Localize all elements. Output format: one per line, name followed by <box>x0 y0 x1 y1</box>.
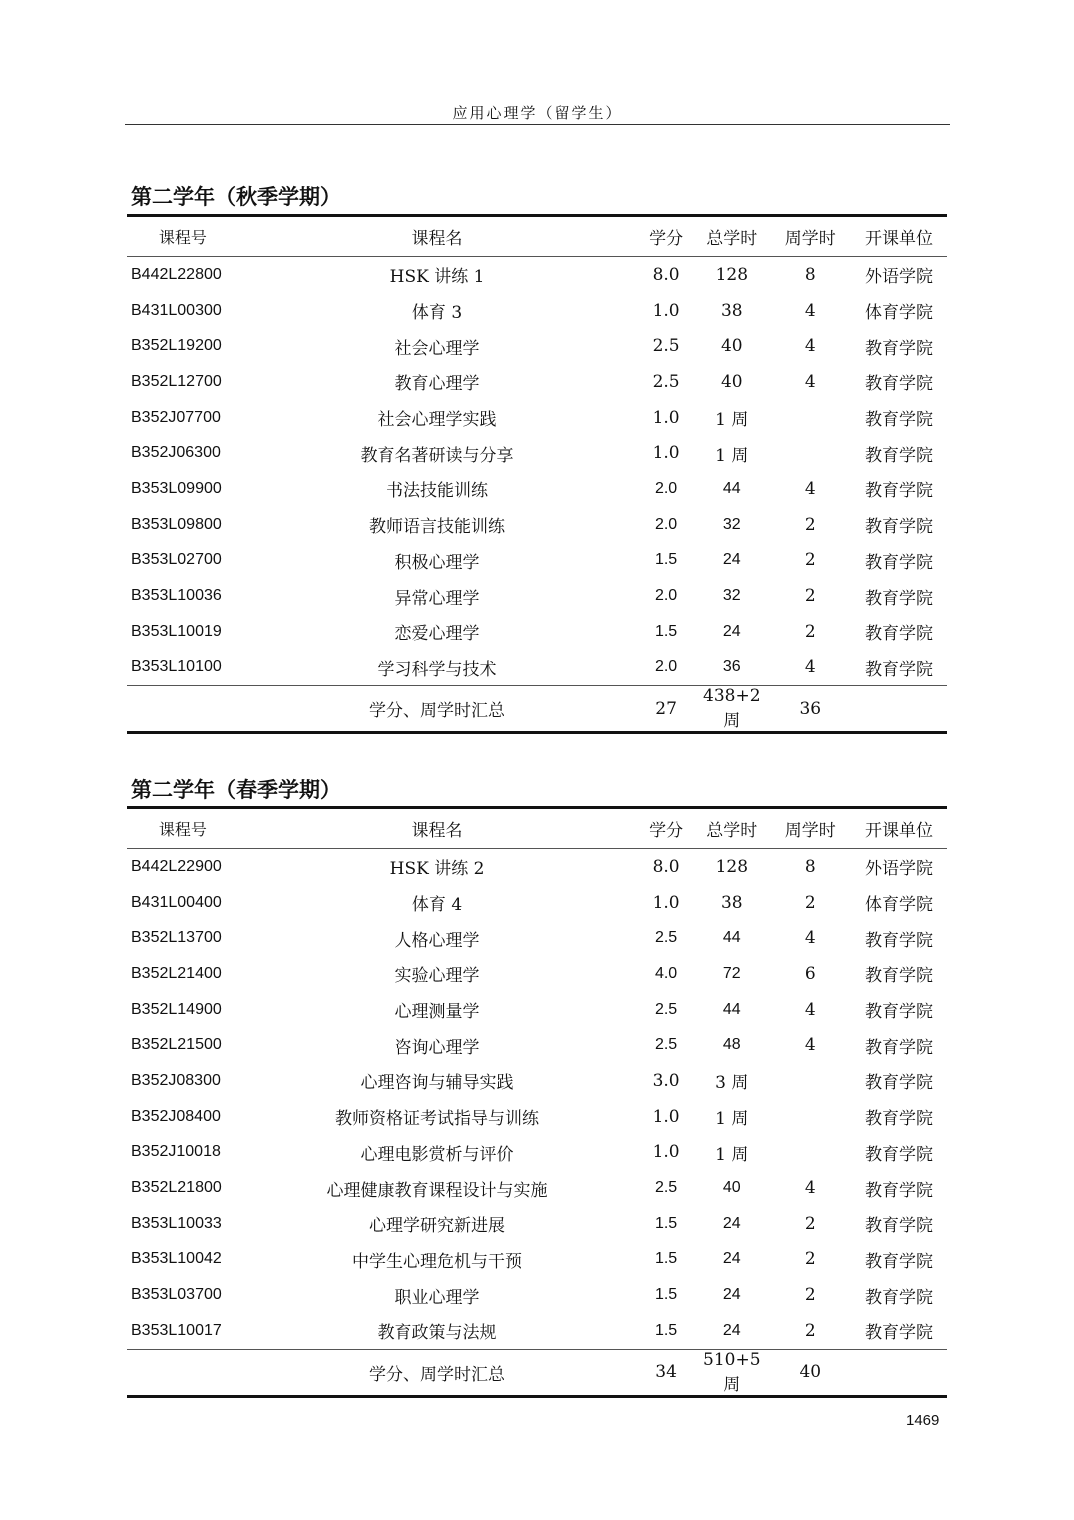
course-total-hours: 24 <box>722 1214 741 1232</box>
course-unit: 教育学院 <box>864 338 933 359</box>
course-unit: 教育学院 <box>864 1002 933 1023</box>
course-credit: 1.5 <box>654 622 678 640</box>
course-unit: 教育学院 <box>864 410 933 431</box>
course-unit: 教育学院 <box>864 1073 933 1094</box>
course-table-autumn <box>127 214 947 734</box>
course-total-hours: 24 <box>722 1250 741 1268</box>
course-unit: 教育学院 <box>864 1251 933 1272</box>
course-code: B353L10100 <box>131 658 222 676</box>
course-code: B353L02700 <box>131 551 222 569</box>
summary-label: 学分、周学时汇总 <box>236 686 638 733</box>
course-total-hours: 40 <box>722 1179 741 1197</box>
course-weekly-hours: 4 <box>804 1035 816 1056</box>
table-row <box>127 257 947 293</box>
summary-credit: 27 <box>638 686 694 733</box>
table-row <box>127 920 947 956</box>
course-unit: 外语学院 <box>864 267 933 288</box>
course-name: 学习科学与技术 <box>377 659 497 680</box>
course-code: B352L21500 <box>131 1036 222 1054</box>
course-total-hours: 128 <box>715 856 749 877</box>
course-total-hours: 44 <box>722 1000 741 1018</box>
course-weekly-hours: 2 <box>804 892 816 913</box>
course-unit: 教育学院 <box>864 1109 933 1130</box>
table-row <box>127 650 947 686</box>
course-code: B353L10036 <box>131 587 222 605</box>
course-name: 心理健康教育课程设计与实施 <box>326 1180 548 1201</box>
table-row <box>127 1313 947 1349</box>
course-name: 教师语言技能训练 <box>369 517 506 538</box>
course-credit: 1.0 <box>652 300 680 321</box>
course-code: B352J08400 <box>131 1107 221 1125</box>
table-row <box>127 1242 947 1278</box>
course-total-hours: 38 <box>720 892 743 913</box>
course-code: B352J10018 <box>131 1143 221 1161</box>
course-unit: 教育学院 <box>864 1180 933 1201</box>
course-weekly-hours: 4 <box>804 1178 816 1199</box>
course-credit: 8.0 <box>652 264 680 285</box>
course-credit: 2.5 <box>654 1179 678 1197</box>
course-code: B353L10017 <box>131 1321 222 1339</box>
course-name: 心理测量学 <box>394 1002 480 1023</box>
table-row <box>127 1027 947 1063</box>
course-unit: 教育学院 <box>864 624 933 645</box>
course-name: 恋爱心理学 <box>394 624 480 645</box>
course-total-hours: 40 <box>720 371 743 392</box>
table-row <box>127 992 947 1028</box>
course-unit: 教育学院 <box>864 1323 933 1344</box>
course-credit: 1.5 <box>654 1286 678 1304</box>
course-credit: 2.5 <box>654 929 678 947</box>
course-code: B352L19200 <box>131 337 222 355</box>
course-code: B352L21400 <box>131 964 222 982</box>
course-total-hours: 38 <box>720 300 743 321</box>
course-total-hours: 128 <box>715 264 749 285</box>
course-unit: 教育学院 <box>864 445 933 466</box>
course-credit: 1.0 <box>652 407 680 428</box>
column-header-unit: 开课单位 <box>851 216 947 257</box>
course-weekly-hours: 2 <box>804 1320 816 1341</box>
course-unit: 外语学院 <box>864 859 933 880</box>
course-unit: 教育学院 <box>864 966 933 987</box>
course-unit: 教育学院 <box>864 1144 933 1165</box>
course-code: B353L09800 <box>131 515 222 533</box>
course-name: 中学生心理危机与干预 <box>352 1251 523 1272</box>
course-weekly-hours <box>770 1099 851 1135</box>
course-total-hours: 1 周 <box>715 445 749 466</box>
course-name: 社会心理学实践 <box>377 410 497 431</box>
course-total-hours: 36 <box>722 658 741 676</box>
summary-empty-cell <box>127 1349 236 1396</box>
table-row <box>127 1206 947 1242</box>
course-weekly-hours <box>770 1135 851 1171</box>
course-total-hours: 44 <box>722 479 741 497</box>
course-weekly-hours: 2 <box>804 514 816 535</box>
course-unit: 教育学院 <box>864 552 933 573</box>
course-total-hours: 24 <box>722 1286 741 1304</box>
course-unit: 教育学院 <box>864 1287 933 1308</box>
column-header-credit: 学分 <box>638 808 694 849</box>
course-weekly-hours <box>770 1063 851 1099</box>
course-credit: 4.0 <box>654 964 678 982</box>
course-weekly-hours: 2 <box>804 621 816 642</box>
table-header-row <box>127 808 947 849</box>
course-unit: 教育学院 <box>864 374 933 395</box>
table-row <box>127 956 947 992</box>
course-name: 教育政策与法规 <box>377 1323 497 1344</box>
summary-weekly-hours: 36 <box>770 686 851 733</box>
course-name: 体育 4 <box>411 895 463 916</box>
course-code: B352J08300 <box>131 1071 221 1089</box>
course-name: 咨询心理学 <box>394 1037 480 1058</box>
course-code: B442L22800 <box>131 265 222 283</box>
course-credit: 2.0 <box>654 479 678 497</box>
course-unit: 教育学院 <box>864 588 933 609</box>
course-name: 教师资格证考试指导与训练 <box>335 1109 540 1130</box>
column-header-weekly: 周学时 <box>770 808 851 849</box>
page-header-text: 应用心理学（留学生） <box>452 104 623 122</box>
course-credit: 2.0 <box>654 658 678 676</box>
course-code: B353L10019 <box>131 622 222 640</box>
table-row <box>127 885 947 921</box>
course-unit: 教育学院 <box>864 1037 933 1058</box>
course-unit: 教育学院 <box>864 517 933 538</box>
course-credit: 1.0 <box>652 892 680 913</box>
table-row <box>127 849 947 885</box>
course-total-hours: 1 周 <box>715 410 749 431</box>
course-name: 职业心理学 <box>394 1287 480 1308</box>
column-header-weekly: 周学时 <box>770 216 851 257</box>
course-unit: 体育学院 <box>864 303 933 324</box>
table-row <box>127 328 947 364</box>
course-table-spring <box>127 806 947 1398</box>
course-credit: 1.5 <box>654 1214 678 1232</box>
summary-row <box>127 686 947 733</box>
course-credit: 1.0 <box>652 1142 680 1163</box>
course-weekly-hours: 2 <box>804 1285 816 1306</box>
course-weekly-hours: 2 <box>804 550 816 571</box>
course-name: 人格心理学 <box>394 930 480 951</box>
course-code: B431L00300 <box>131 301 222 319</box>
course-unit: 教育学院 <box>864 481 933 502</box>
course-credit: 1.0 <box>652 1106 680 1127</box>
course-credit: 3.0 <box>652 1070 680 1091</box>
course-unit: 教育学院 <box>864 930 933 951</box>
course-name: 积极心理学 <box>394 552 480 573</box>
table-row <box>127 1277 947 1313</box>
course-name: 教育名著研读与分享 <box>360 445 514 466</box>
course-weekly-hours: 4 <box>804 928 816 949</box>
course-total-hours: 32 <box>722 587 741 605</box>
course-total-hours: 24 <box>722 1321 741 1339</box>
course-weekly-hours: 4 <box>804 371 816 392</box>
column-header-code: 课程号 <box>127 808 236 849</box>
summary-credit: 34 <box>638 1349 694 1396</box>
course-code: B352L12700 <box>131 372 222 390</box>
course-total-hours: 72 <box>722 964 741 982</box>
course-weekly-hours: 2 <box>804 1213 816 1234</box>
table-row <box>127 1170 947 1206</box>
course-weekly-hours: 4 <box>804 478 816 499</box>
course-code: B352L14900 <box>131 1000 222 1018</box>
column-header-name: 课程名 <box>236 216 638 257</box>
course-name: 实验心理学 <box>394 966 480 987</box>
course-weekly-hours: 4 <box>804 657 816 678</box>
course-weekly-hours <box>770 400 851 436</box>
course-code: B353L09900 <box>131 479 222 497</box>
course-total-hours: 1 周 <box>715 1144 749 1165</box>
course-credit: 8.0 <box>652 856 680 877</box>
table-row <box>127 435 947 471</box>
section-title-autumn: 第二学年（秋季学期） <box>131 185 341 209</box>
column-header-hours: 总学时 <box>694 808 770 849</box>
summary-row <box>127 1349 947 1396</box>
course-total-hours: 48 <box>722 1036 741 1054</box>
course-code: B353L03700 <box>131 1286 222 1304</box>
table-row <box>127 1135 947 1171</box>
table-row <box>127 400 947 436</box>
course-unit: 教育学院 <box>864 659 933 680</box>
course-name: 心理咨询与辅导实践 <box>360 1073 514 1094</box>
page-number: 1469 <box>906 1412 940 1429</box>
table-row <box>127 293 947 329</box>
course-name: 心理学研究新进展 <box>369 1216 506 1237</box>
course-code: B353L10042 <box>131 1250 222 1268</box>
course-unit: 教育学院 <box>864 1216 933 1237</box>
course-weekly-hours: 4 <box>804 336 816 357</box>
course-name: 教育心理学 <box>394 374 480 395</box>
column-header-credit: 学分 <box>638 216 694 257</box>
course-code: B352J06300 <box>131 444 221 462</box>
course-credit: 2.5 <box>654 1000 678 1018</box>
table-row <box>127 471 947 507</box>
course-total-hours: 1 周 <box>715 1109 749 1130</box>
table-row <box>127 578 947 614</box>
course-weekly-hours: 4 <box>804 300 816 321</box>
course-name: HSK 讲练 1 <box>389 267 485 288</box>
summary-weekly-hours: 40 <box>770 1349 851 1396</box>
section-title-spring: 第二学年（春季学期） <box>131 778 341 802</box>
course-name: 社会心理学 <box>394 338 480 359</box>
column-header-name: 课程名 <box>236 808 638 849</box>
course-code: B352L13700 <box>131 929 222 947</box>
course-code: B431L00400 <box>131 893 222 911</box>
table-row <box>127 543 947 579</box>
course-credit: 2.5 <box>652 336 680 357</box>
table-row <box>127 507 947 543</box>
course-credit: 1.0 <box>652 443 680 464</box>
course-weekly-hours: 2 <box>804 586 816 607</box>
column-header-unit: 开课单位 <box>851 808 947 849</box>
summary-total-hours: 438+2 周 <box>694 686 770 733</box>
table-row <box>127 364 947 400</box>
table-header-row <box>127 216 947 257</box>
table-row <box>127 1099 947 1135</box>
summary-empty-cell <box>127 686 236 733</box>
course-name: 书法技能训练 <box>386 481 489 502</box>
course-unit: 体育学院 <box>864 895 933 916</box>
course-name: 心理电影赏析与评价 <box>360 1144 514 1165</box>
course-name: 体育 3 <box>411 303 463 324</box>
course-total-hours: 3 周 <box>715 1073 749 1094</box>
summary-empty-cell <box>851 686 947 733</box>
course-weekly-hours: 4 <box>804 999 816 1020</box>
course-weekly-hours: 6 <box>804 963 816 984</box>
course-credit: 1.5 <box>654 551 678 569</box>
course-credit: 2.0 <box>654 515 678 533</box>
course-weekly-hours: 8 <box>804 856 816 877</box>
course-credit: 1.5 <box>654 1250 678 1268</box>
course-code: B352J07700 <box>131 408 221 426</box>
course-weekly-hours: 8 <box>804 264 816 285</box>
course-total-hours: 40 <box>720 336 743 357</box>
column-header-code: 课程号 <box>127 216 236 257</box>
course-code: B353L10033 <box>131 1214 222 1232</box>
page-header <box>125 96 950 125</box>
column-header-hours: 总学时 <box>694 216 770 257</box>
course-weekly-hours: 2 <box>804 1249 816 1270</box>
table-row <box>127 1063 947 1099</box>
summary-label: 学分、周学时汇总 <box>236 1349 638 1396</box>
course-name: HSK 讲练 2 <box>389 859 485 880</box>
course-credit: 2.0 <box>654 587 678 605</box>
course-total-hours: 32 <box>722 515 741 533</box>
course-weekly-hours <box>770 435 851 471</box>
summary-total-hours: 510+5 周 <box>694 1349 770 1396</box>
course-credit: 2.5 <box>652 371 680 392</box>
course-credit: 1.5 <box>654 1321 678 1339</box>
course-total-hours: 24 <box>722 551 741 569</box>
table-row <box>127 614 947 650</box>
course-name: 异常心理学 <box>394 588 480 609</box>
course-credit: 2.5 <box>654 1036 678 1054</box>
course-total-hours: 44 <box>722 929 741 947</box>
summary-empty-cell <box>851 1349 947 1396</box>
course-total-hours: 24 <box>722 622 741 640</box>
course-code: B352L21800 <box>131 1179 222 1197</box>
course-code: B442L22900 <box>131 857 222 875</box>
